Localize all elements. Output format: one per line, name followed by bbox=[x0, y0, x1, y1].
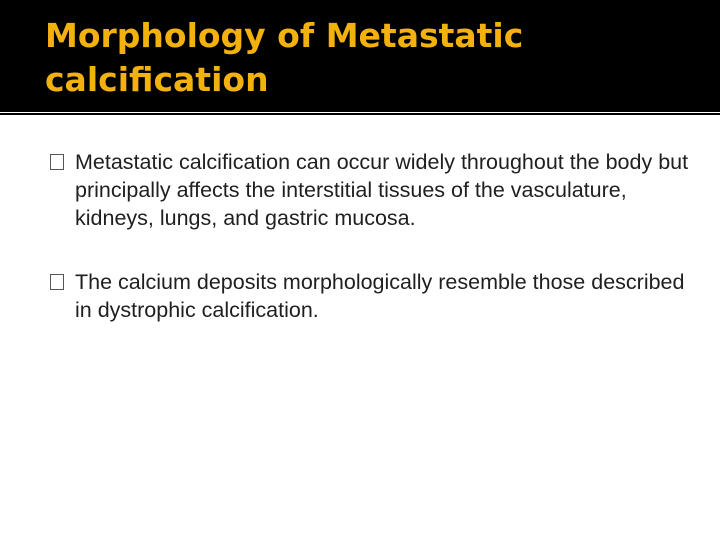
box-bullet-icon bbox=[50, 274, 64, 290]
bullet-item bbox=[50, 148, 690, 232]
slide-content bbox=[50, 148, 690, 360]
bullet-item bbox=[50, 268, 690, 324]
slide-title: Morphology of Metastatic calcification bbox=[45, 16, 524, 99]
bullet-text: Metastatic calcification can occur widely throughout the body but principally affects the interstitial tissues of the vasculature, kidneys, lungs, and gastric mucosa. bbox=[75, 150, 689, 230]
bullet-text: The calcium deposits morphologically resemble those described in dystrophic calcification. bbox=[75, 270, 685, 322]
title-divider bbox=[0, 113, 720, 115]
box-bullet-icon bbox=[50, 154, 64, 170]
